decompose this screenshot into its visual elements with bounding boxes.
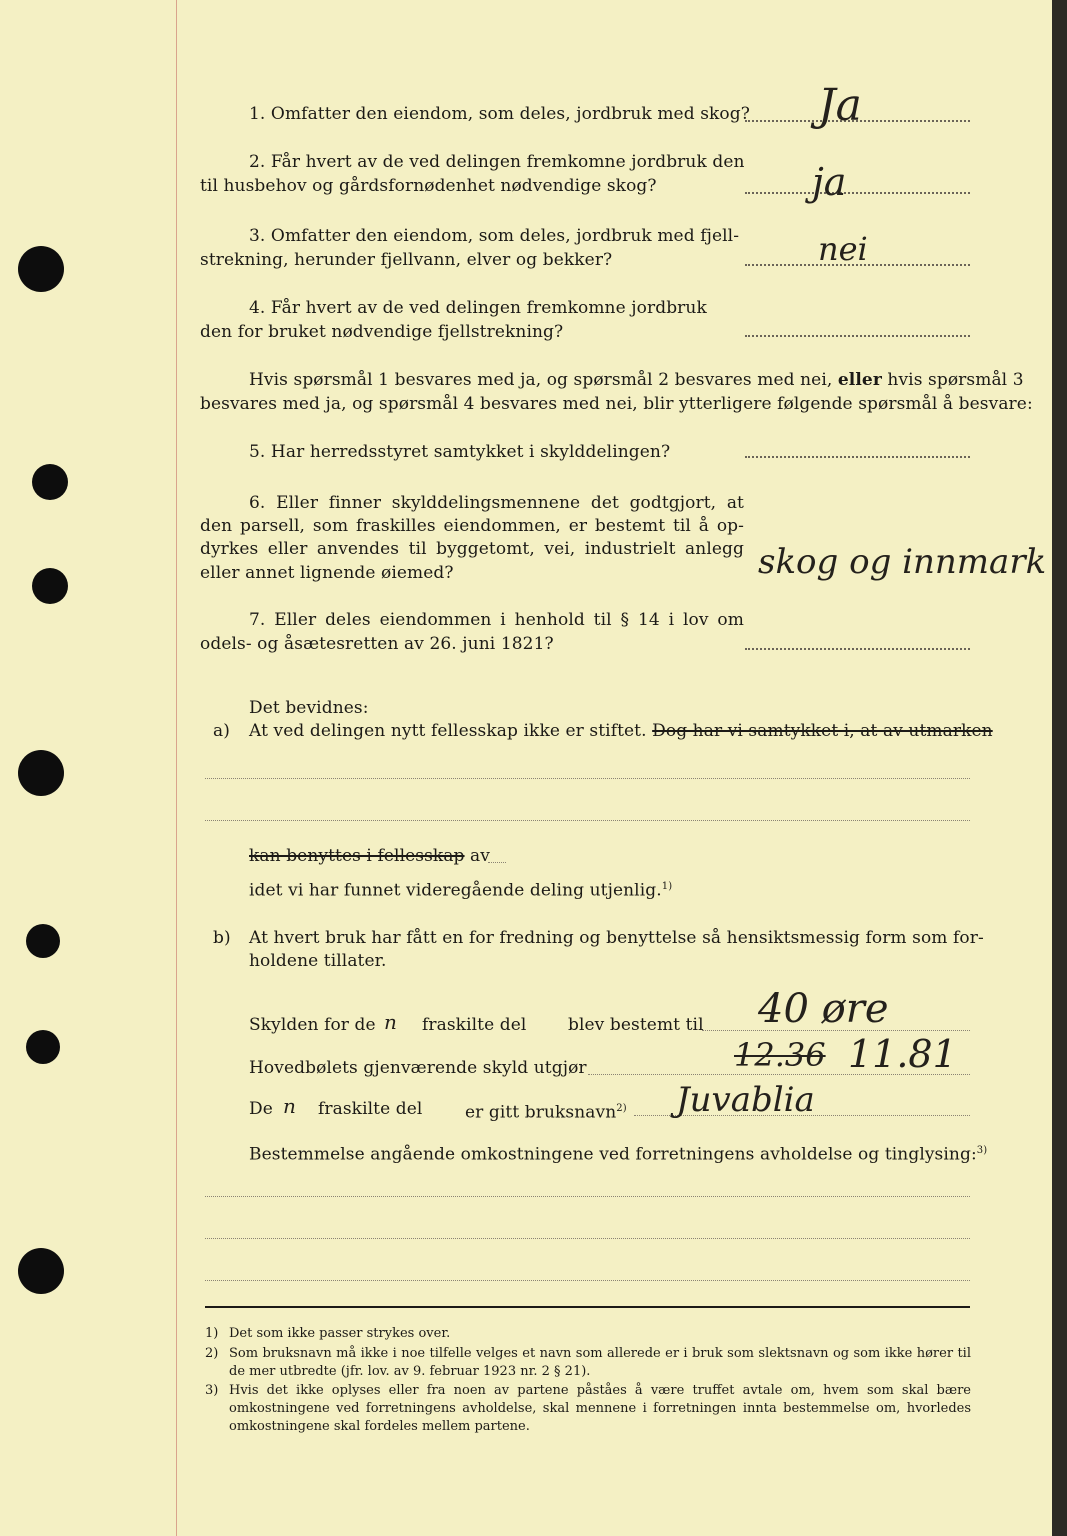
footnote-3-text: Hvis det ikke oplyses eller fra noen av partene påståes å være truffet avtale om, hvem som skal bære omkostningene ved forretningens avholdelse, skal mennene i forretningen innta bestemmelse om, hvorledes omkostningene skal fordeles mellem partene. [229, 1383, 971, 1434]
attest-a-struck-2: kan benyttes i fellesskap [249, 846, 465, 866]
answer-line-7 [745, 648, 970, 650]
attest-heading: Det bevidnes: [249, 698, 369, 718]
condition-line-1 [249, 370, 1024, 390]
footnote-separator [205, 1306, 970, 1308]
footnote-ref-2: 2) [616, 1103, 627, 1114]
question-2-line-1: 2. Får hvert av de ved delingen fremkomne jordbruk den [249, 152, 745, 172]
question-6-line-2: den parsell, som fraskilles eiendommen, er bestemt til å op- [200, 516, 744, 536]
bruks-label-b: fraskilte del [318, 1099, 423, 1119]
punch-hole-3 [32, 568, 68, 604]
punch-hole-2 [32, 464, 68, 500]
attest-a-line-2 [249, 846, 490, 866]
question-5: 5. Har herredsstyret samtykket i skylddelingen? [249, 442, 671, 462]
attest-a-blank-2 [205, 820, 970, 821]
bestem-blank-2 [205, 1238, 970, 1239]
answer-2-handwritten: ja [812, 160, 847, 204]
answer-line-5 [745, 456, 970, 458]
skyld-handwritten-letter: n [384, 1010, 397, 1034]
question-6-line-1: 6. Eller finner skylddelingsmennene det godtgjort, at [249, 493, 744, 513]
question-3-line-1: 3. Omfatter den eiendom, som deles, jordbruk med fjell- [249, 226, 740, 246]
attest-a-line-3-text: idet vi har funnet videregående deling utjenlig. [249, 880, 662, 901]
bruks-handwritten-letter: n [283, 1094, 296, 1118]
question-7-line-1: 7. Eller deles eiendommen i henhold til § 14 i lov om [249, 610, 744, 630]
punch-hole-6 [26, 1030, 60, 1064]
attest-a-text: At ved delingen nytt fellesskap ikke er stiftet. [249, 721, 647, 741]
bestem-blank-1 [205, 1196, 970, 1197]
footnote-1-text: Det som ikke passer strykes over. [229, 1326, 451, 1341]
punch-hole-5 [26, 924, 60, 958]
bestem-blank-3 [205, 1280, 970, 1281]
footnote-ref-1: 1) [661, 881, 673, 892]
attest-b-line-1: At hvert bruk har fått en for fredning og benyttelse så hensiktsmessig form som for- [249, 928, 984, 948]
condition-text-a: Hvis spørsmål 1 besvares med ja, og spørsmål 2 besvares med nei, [249, 370, 833, 390]
question-1: 1. Omfatter den eiendom, som deles, jordbruk med skog? [249, 104, 750, 124]
condition-line-2: besvares med ja, og spørsmål 4 besvares med nei, blir ytterligere følgende spørsmål å besvare: [200, 394, 1033, 414]
attest-a-label: a) [213, 721, 230, 741]
skyld-label-a: Skylden for de [249, 1015, 376, 1035]
attest-a-struck: Dog har vi samtykket i, at av utmarken [652, 721, 993, 741]
hoved-struck-handwritten: 12.36 [734, 1036, 826, 1074]
hoved-value-handwritten: 11.81 [848, 1032, 957, 1076]
margin-line [176, 0, 177, 1536]
question-6-line-4: eller annet lignende øiemed? [200, 563, 454, 583]
skyld-label-b: fraskilte del [422, 1015, 527, 1035]
attest-a-blank-1 [205, 778, 970, 779]
bruks-value-handwritten: Juvablia [676, 1080, 815, 1120]
question-4-line-2: den for bruket nødvendige fjellstrekning? [200, 322, 564, 342]
answer-1-handwritten: Ja [818, 80, 862, 131]
question-6-line-3: dyrkes eller anvendes til byggetomt, vei, industrielt anlegg [200, 539, 744, 559]
footnote-ref-3: 3) [976, 1145, 988, 1156]
attest-a-blank-3 [488, 862, 506, 863]
answer-3-handwritten: nei [818, 230, 868, 268]
condition-text-b: hvis spørsmål 3 [887, 370, 1024, 390]
question-3-line-2: strekning, herunder fjellvann, elver og bekker? [200, 250, 613, 270]
attest-a-line-3 [249, 877, 672, 901]
question-2-line-2: til husbehov og gårdsfornødenhet nødvendige skog? [200, 176, 657, 196]
attest-b-label: b) [213, 928, 231, 948]
bestem-label [249, 1141, 987, 1165]
footnote-2-mark: 2) [205, 1346, 219, 1361]
skyld-value-handwritten: 40 øre [758, 986, 889, 1032]
question-7-line-2: odels- og åsætesretten av 26. juni 1821? [200, 634, 554, 654]
bruks-label-c [465, 1099, 627, 1123]
answer-line-4 [745, 335, 970, 337]
attest-b-line-2: holdene tillater. [249, 951, 387, 971]
footnote-1-mark: 1) [205, 1326, 219, 1341]
punch-hole-4 [18, 750, 64, 796]
answer-line-2 [745, 192, 970, 194]
footnote-3-mark: 3) [205, 1383, 219, 1398]
question-4-line-1: 4. Får hvert av de ved delingen fremkomne jordbruk [249, 298, 707, 318]
skyld-label-c: blev bestemt til [568, 1015, 704, 1035]
condition-bold: eller [837, 370, 882, 390]
punch-hole-1 [18, 246, 64, 292]
footnote-2-text: Som bruksnavn må ikke i noe tilfelle velges et navn som allerede er i bruk som slektsnavn og som ikke hører til de mer utbredte (jfr. lov. av 9. februar 1923 nr. 2 § 21). [229, 1346, 971, 1379]
hoved-label: Hovedbølets gjenværende skyld utgjør [249, 1058, 587, 1078]
bruks-label-a: De [249, 1099, 273, 1119]
answer-6-handwritten: skog og innmark [758, 542, 1047, 582]
scan-edge [1052, 0, 1067, 1536]
punch-hole-7 [18, 1248, 64, 1294]
attest-a-line-1 [249, 721, 993, 741]
bruks-label-c-text: er gitt bruksnavn [465, 1102, 617, 1123]
attest-a-av: av [470, 846, 490, 866]
bestem-label-text: Bestemmelse angående omkostningene ved forretningens avholdelse og tinglysing: [249, 1144, 977, 1165]
